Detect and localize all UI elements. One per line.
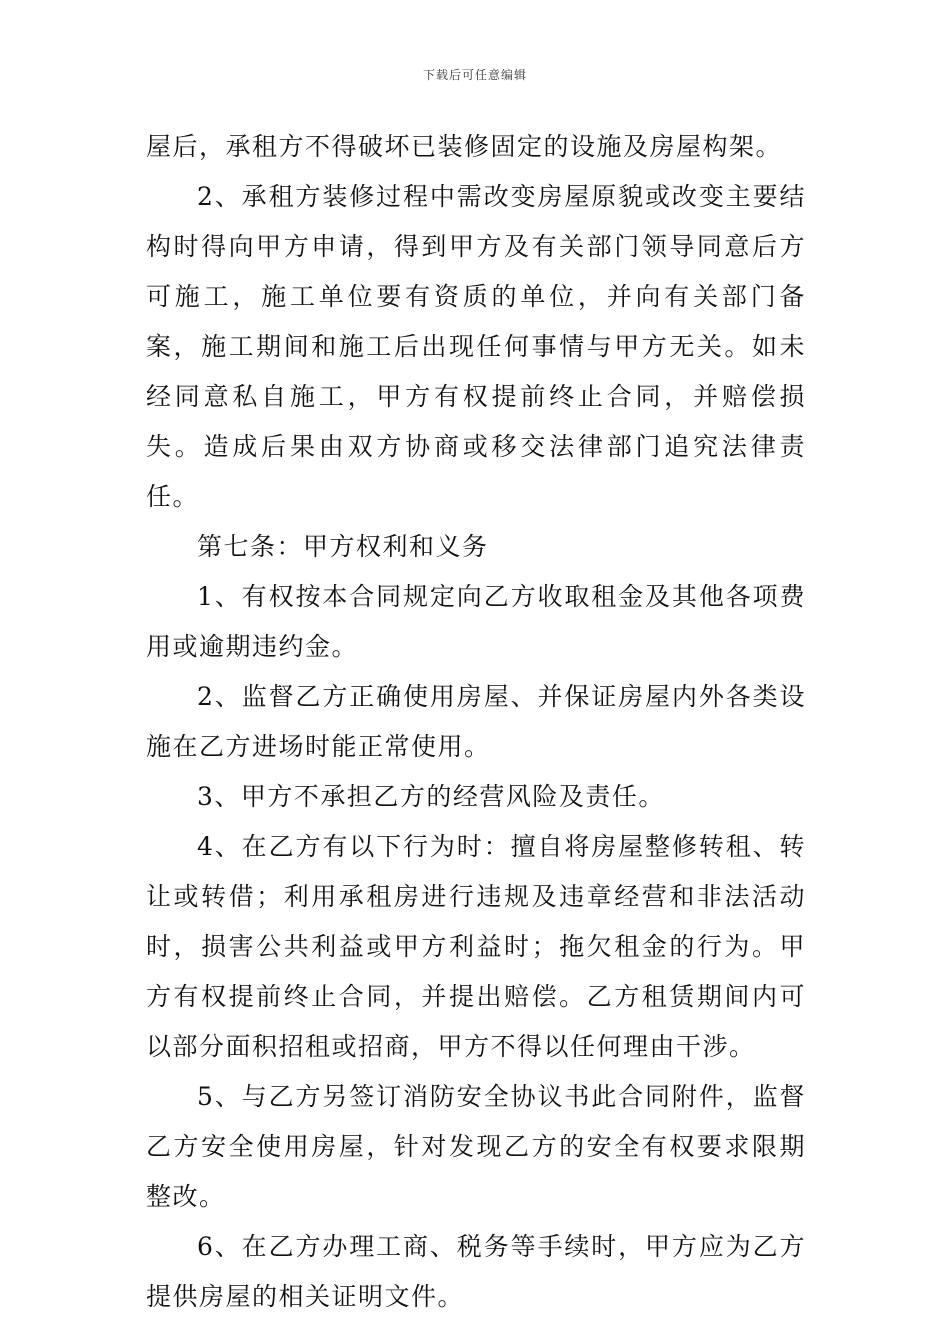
paragraph-item-1: 1、有权按本合同规定向乙方收取租金及其他各项费用或逾期违约金。 [146, 582, 806, 661]
paragraph-item-2: 2、监督乙方正确使用房屋、并保证房屋内外各类设施在乙方进场时能正常使用。 [146, 682, 806, 761]
document-body [146, 122, 806, 1322]
paragraph-continuation: 屋后，承租方不得破坏已装修固定的设施及房屋构架。 [146, 132, 783, 161]
paragraph-item-6: 6、在乙方办理工商、税务等手续时，甲方应为乙方提供房屋的相关证明文件。 [146, 1232, 806, 1311]
paragraph-item-5: 5、与乙方另签订消防安全协议书此合同附件，监督乙方安全使用房屋，针对发现乙方的安全有权要求限期整改。 [146, 1082, 806, 1211]
section-heading-article-7: 第七条：甲方权利和义务 [197, 532, 489, 561]
paragraph-item-3: 3、甲方不承担乙方的经营风险及责任。 [197, 782, 665, 811]
page-header: 下载后可任意编辑 [422, 68, 527, 82]
paragraph-item-2-renovation: 2、承租方装修过程中需改变房屋原貌或改变主要结构时得向甲方申请，得到甲方及有关部门领导同意后方可施工，施工单位要有资质的单位，并向有关部门备案，施工期间和施工后出现任何事情与甲方无关。如未经同意私自施工，甲方有权提前终止合同，并赔偿损失。造成后果由双方协商或移交法律部门追究法律责任。 [146, 182, 806, 511]
paragraph-item-4: 4、在乙方有以下行为时：擅自将房屋整修转租、转让或转借；利用承租房进行违规及违章经营和非法活动时，损害公共利益或甲方利益时；拖欠租金的行为。甲方有权提前终止合同，并提出赔偿。乙方租赁期间内可以部分面积招租或招商，甲方不得以任何理由干涉。 [146, 832, 806, 1061]
